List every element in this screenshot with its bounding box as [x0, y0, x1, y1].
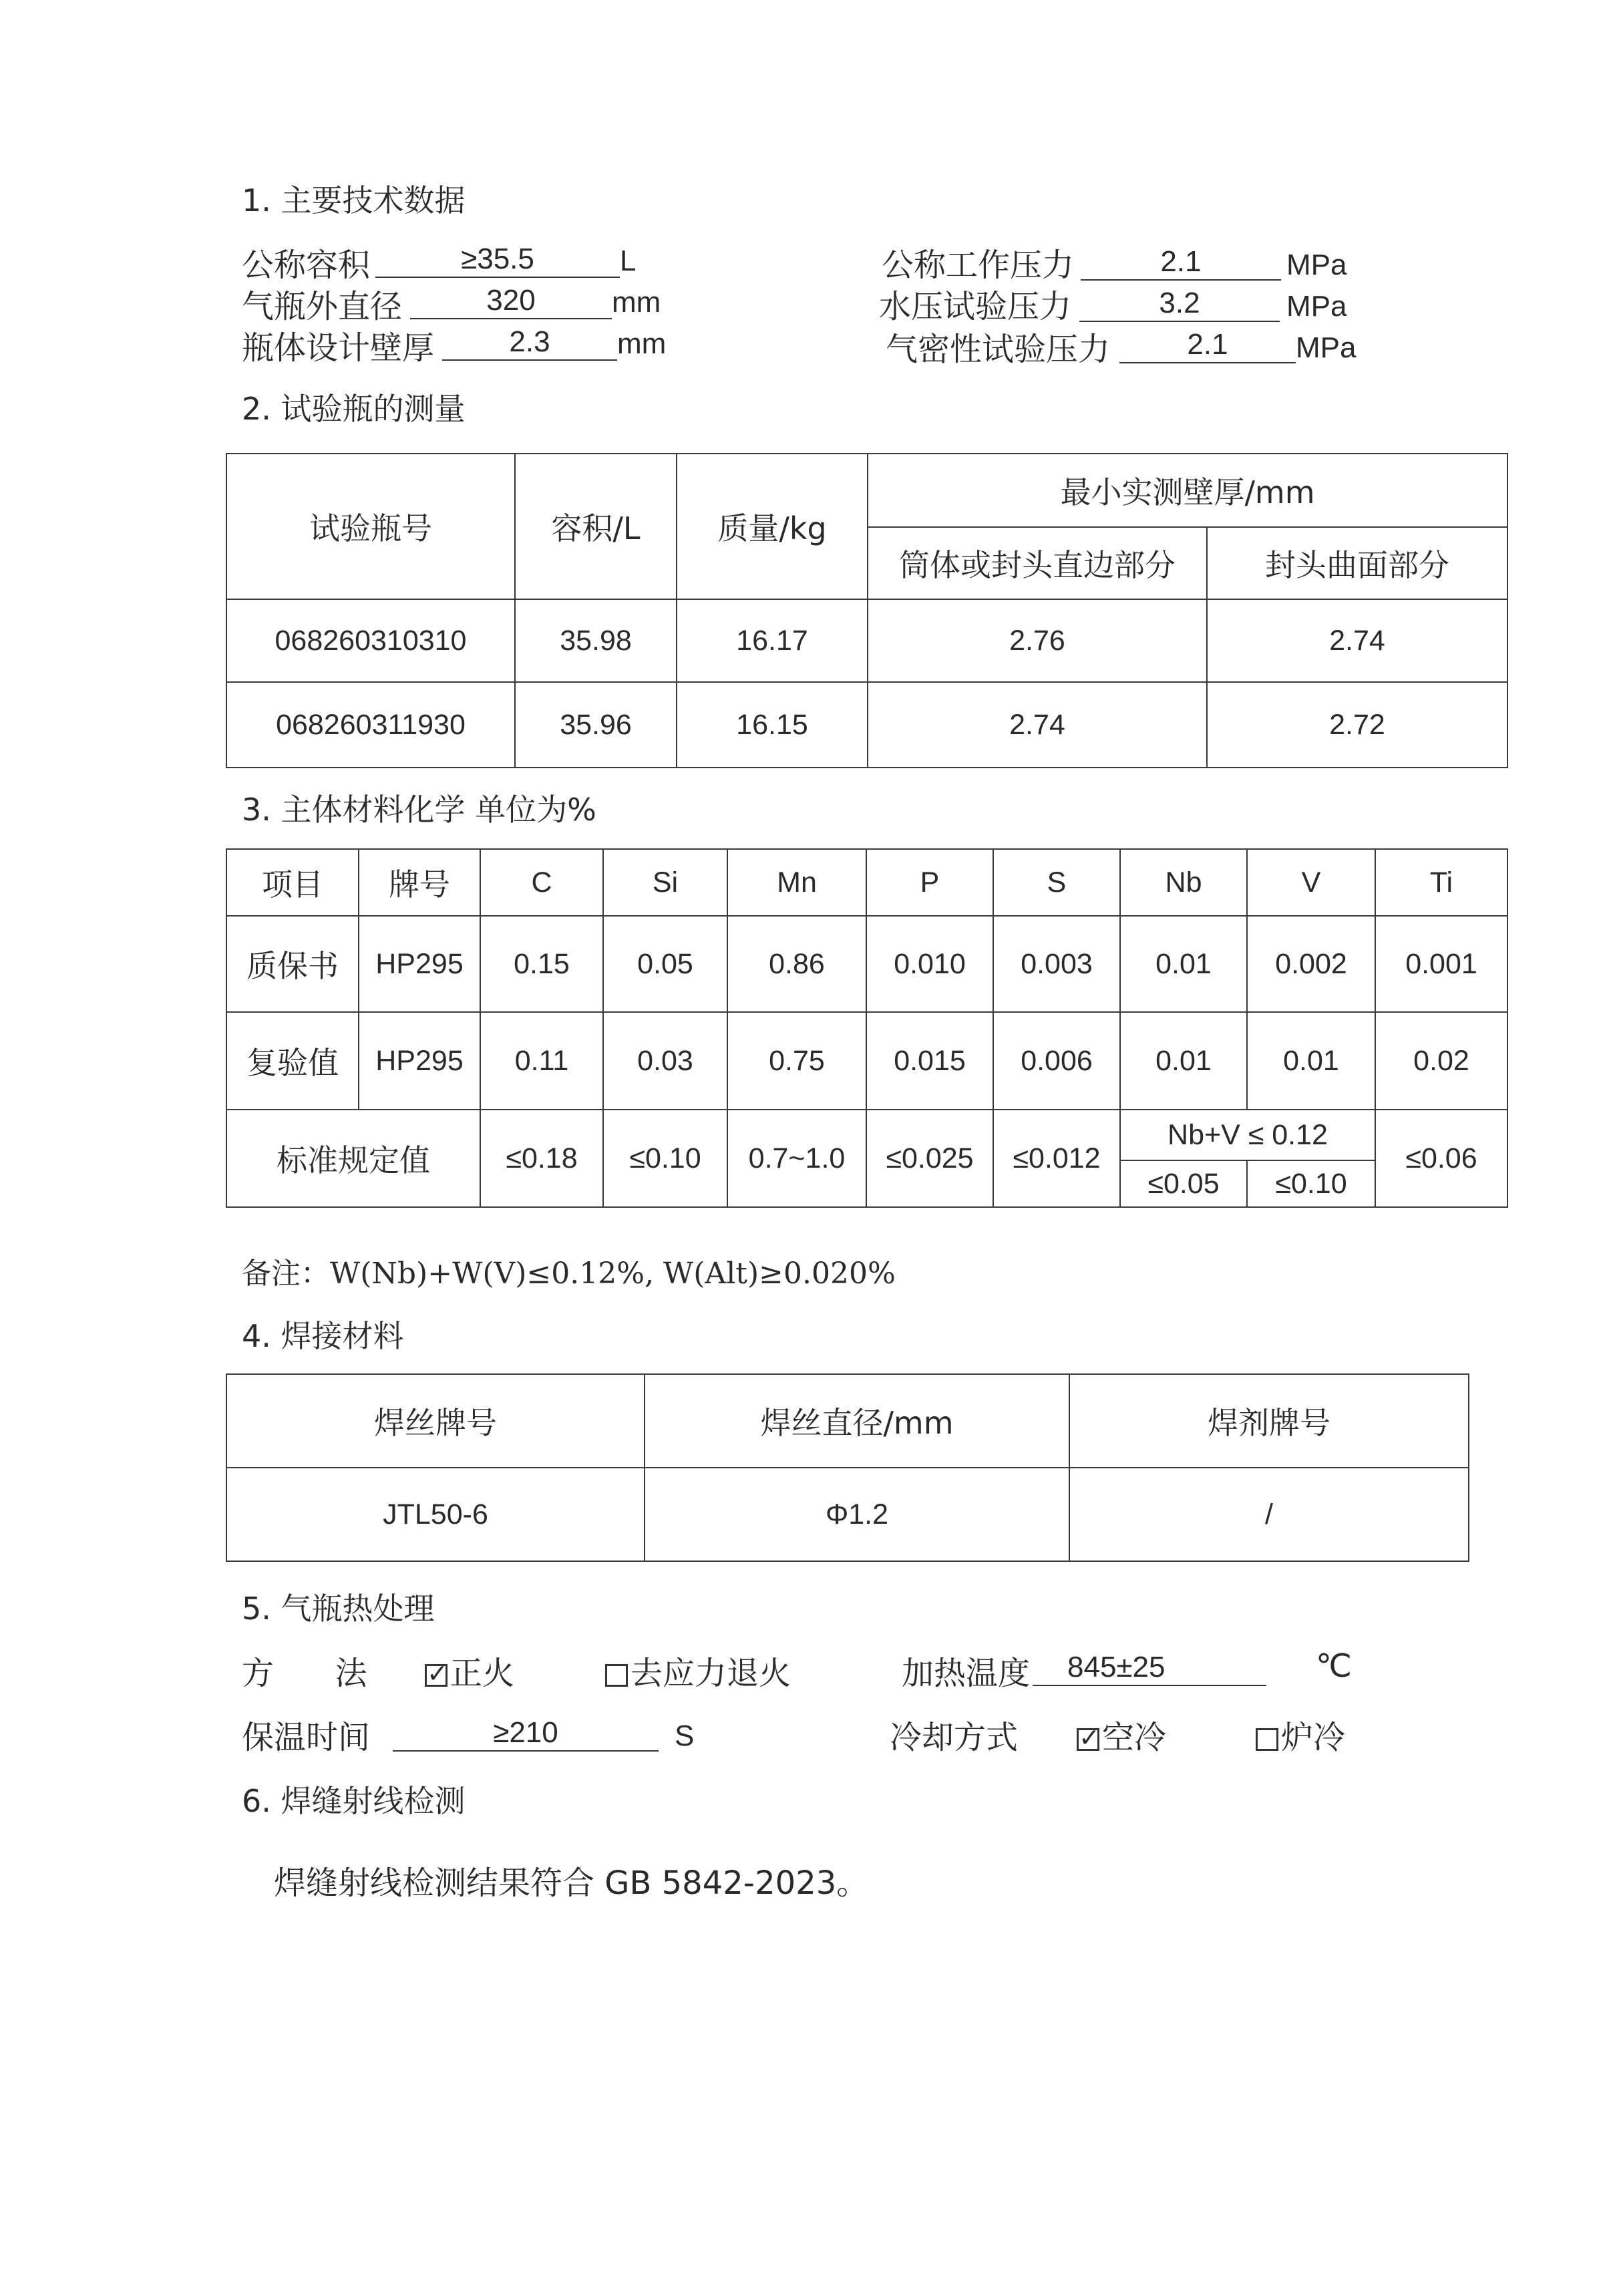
table-cell: 0.02	[1375, 1012, 1507, 1110]
table-cell: 35.98	[515, 599, 677, 682]
hydro-pressure-value: 3.2	[1079, 286, 1280, 322]
table-cell: 2.74	[1207, 599, 1507, 682]
option-furnace-cool-label: 炉冷	[1281, 1719, 1346, 1756]
option-stress-relief-label: 去应力退火	[631, 1655, 791, 1692]
wire-diameter-value: Φ1.2	[645, 1468, 1069, 1561]
method-label: 方 法	[242, 1655, 367, 1692]
welding-material-table	[226, 1373, 1469, 1562]
table-cell: 2.72	[1207, 682, 1507, 768]
header-p: P	[866, 849, 993, 916]
test-bottle-table	[226, 453, 1508, 768]
std-p: ≤0.025	[866, 1110, 993, 1207]
header-straight-part: 筒体或封头直边部分	[868, 527, 1207, 599]
row-label-standard: 标准规定值	[226, 1110, 480, 1207]
flux-grade-value: /	[1069, 1468, 1469, 1561]
table-cell: 16.15	[677, 682, 868, 768]
working-pressure-unit: MPa	[1286, 249, 1347, 281]
section-5-heading: 5. 气瓶热处理	[242, 1591, 435, 1627]
table-cell: 35.96	[515, 682, 677, 768]
std-s: ≤0.012	[993, 1110, 1120, 1207]
wall-thickness-unit: mm	[617, 327, 667, 360]
table-cell: 068260310310	[226, 599, 515, 682]
hydro-pressure-unit: MPa	[1286, 290, 1347, 323]
option-normalize-label: 正火	[450, 1655, 515, 1692]
section-4-heading: 4. 焊接材料	[242, 1318, 404, 1354]
table-cell: 0.003	[993, 916, 1120, 1012]
header-item: 项目	[226, 849, 359, 916]
std-nb-v-sum: Nb+V ≤ 0.12	[1120, 1110, 1375, 1160]
table-cell: 0.01	[1120, 1012, 1247, 1110]
table-cell: 0.03	[603, 1012, 727, 1110]
heating-temp-text: 845±25	[1067, 1651, 1166, 1683]
section-3-heading: 3. 主体材料化学 单位为%	[242, 792, 596, 828]
table-cell: 0.010	[866, 916, 993, 1012]
header-s: S	[993, 849, 1120, 916]
table-cell: 0.15	[480, 916, 603, 1012]
checkbox-normalize	[425, 1659, 448, 1688]
header-flux-grade: 焊剂牌号	[1069, 1374, 1469, 1468]
std-nb: ≤0.05	[1120, 1160, 1247, 1207]
holding-time-unit: S	[675, 1719, 695, 1752]
section-2-heading: 2. 试验瓶的测量	[242, 391, 466, 427]
heating-temp-label: 加热温度	[902, 1655, 1031, 1692]
checkbox-furnace-cool	[1256, 1728, 1278, 1751]
wall-thickness-value: 2.3	[442, 325, 617, 361]
row-label-warranty: 质保书	[226, 916, 359, 1012]
table-cell: 0.11	[480, 1012, 603, 1110]
leak-pressure-unit: MPa	[1296, 331, 1357, 364]
wall-thickness-label: 瓶体设计壁厚	[242, 329, 435, 367]
header-c: C	[480, 849, 603, 916]
nominal-volume-label: 公称容积	[242, 247, 371, 284]
table-cell: 0.75	[727, 1012, 866, 1110]
header-bottle-number: 试验瓶号	[226, 454, 515, 599]
nominal-volume-unit: L	[620, 244, 637, 277]
table-cell: 0.86	[727, 916, 866, 1012]
table-cell: 0.01	[1120, 916, 1247, 1012]
section-1-heading: 1. 主要技术数据	[242, 182, 466, 218]
table-cell: 2.74	[868, 682, 1207, 768]
row-label-recheck: 复验值	[226, 1012, 359, 1110]
table-cell: 068260311930	[226, 682, 515, 768]
std-ti: ≤0.06	[1375, 1110, 1507, 1207]
std-mn: 0.7~1.0	[727, 1110, 866, 1207]
header-grade: 牌号	[359, 849, 480, 916]
option-normalize	[425, 1647, 514, 1693]
checkbox-stress-relief	[605, 1664, 628, 1687]
table-cell: 0.015	[866, 1012, 993, 1110]
hydro-pressure-label: 水压试验压力	[879, 288, 1072, 325]
heating-temp-value	[1033, 1650, 1266, 1686]
heating-temp-unit: ℃	[1316, 1647, 1352, 1685]
option-air-cool	[1077, 1711, 1166, 1758]
wire-grade-value: JTL50-6	[226, 1468, 645, 1561]
table-cell: 16.17	[677, 599, 868, 682]
working-pressure-label: 公称工作压力	[882, 247, 1075, 284]
cooling-method-label: 冷却方式	[890, 1719, 1019, 1756]
nominal-volume-value: ≥35.5	[375, 242, 620, 278]
table-cell: HP295	[359, 916, 480, 1012]
option-air-cool-label: 空冷	[1102, 1719, 1167, 1756]
header-min-thickness: 最小实测壁厚/mm	[868, 454, 1507, 527]
chemistry-note: 备注：W(Nb)+W(V)≤0.12%, W(Alt)≥0.020%	[242, 1257, 896, 1291]
holding-time-value: ≥210	[393, 1715, 659, 1752]
outer-diameter-unit: mm	[612, 286, 661, 319]
header-mass: 质量/kg	[677, 454, 868, 599]
header-v: V	[1247, 849, 1375, 916]
table-cell: 0.05	[603, 916, 727, 1012]
outer-diameter-label: 气瓶外直径	[242, 288, 403, 325]
table-cell: 2.76	[868, 599, 1207, 682]
weld-inspection-result: 焊缝射线检测结果符合 GB 5842-2023。	[274, 1864, 869, 1902]
header-nb: Nb	[1120, 849, 1247, 916]
leak-pressure-value: 2.1	[1119, 327, 1296, 363]
table-cell: 0.001	[1375, 916, 1507, 1012]
option-furnace-cool	[1256, 1711, 1345, 1758]
header-curved-part: 封头曲面部分	[1207, 527, 1507, 599]
check-mark-icon: ✓	[1079, 1723, 1100, 1752]
table-cell: HP295	[359, 1012, 480, 1110]
std-si: ≤0.10	[603, 1110, 727, 1207]
table-cell: 0.002	[1247, 916, 1375, 1012]
checkbox-air-cool	[1077, 1723, 1100, 1752]
section-6-heading: 6. 焊缝射线检测	[242, 1783, 466, 1819]
header-si: Si	[603, 849, 727, 916]
table-cell: 0.006	[993, 1012, 1120, 1110]
working-pressure-value: 2.1	[1081, 244, 1281, 281]
table-cell: 0.01	[1247, 1012, 1375, 1110]
header-wire-grade: 焊丝牌号	[226, 1374, 645, 1468]
header-mn: Mn	[727, 849, 866, 916]
header-volume: 容积/L	[515, 454, 677, 599]
option-stress-relief	[605, 1647, 791, 1693]
holding-time-label: 保温时间	[242, 1719, 371, 1756]
std-v: ≤0.10	[1247, 1160, 1375, 1207]
chemistry-table	[226, 848, 1508, 1208]
check-mark-icon: ✓	[427, 1659, 448, 1688]
outer-diameter-value: 320	[410, 283, 612, 319]
header-ti: Ti	[1375, 849, 1507, 916]
std-c: ≤0.18	[480, 1110, 603, 1207]
leak-pressure-label: 气密性试验压力	[886, 331, 1111, 368]
header-wire-diameter: 焊丝直径/mm	[645, 1374, 1069, 1468]
